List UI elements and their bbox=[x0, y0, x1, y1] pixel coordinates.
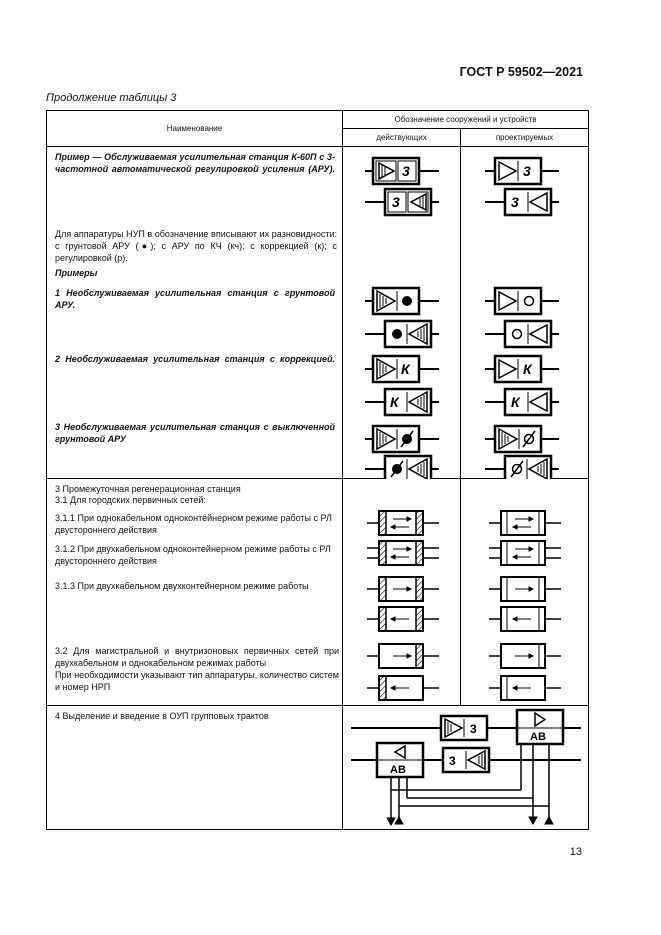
symbols-table bbox=[46, 110, 589, 830]
col-header-planned: проектируемых bbox=[461, 129, 589, 147]
ab-label-lower: АВ bbox=[390, 764, 406, 776]
glyph-k-d: К bbox=[511, 394, 520, 410]
example-serviced-station: Пример — Обслуживаемая усилительная станция К-60П с 3-частотной автоматической регулировкой усиления (АРУ). bbox=[55, 152, 335, 174]
glyph-k-c: К bbox=[523, 361, 532, 377]
glyph-3-lower: 3 bbox=[449, 754, 456, 768]
ab-label-upper: АВ bbox=[530, 731, 546, 743]
nup-note: Для аппаратуры НУП в обозначение вписывают их разновидности: с грунтовой АРУ (●); с АРУ по КЧ (кч); с коррекцией (к); с регулировкой (р). bbox=[55, 229, 337, 263]
glyph-k-b: К bbox=[390, 394, 399, 410]
group-paths-title: 4 Выделение и введение в ОУП групповых трактов bbox=[55, 711, 269, 721]
standard-number: ГОСТ Р 59502—2021 bbox=[459, 65, 583, 79]
item-3-2-note: При необходимости указывают тип аппаратуры, количество систем и номер НРП bbox=[55, 670, 339, 692]
example-3: 3 Необслуживаемая усилительная станция с выключенной грунтовой АРУ bbox=[55, 422, 335, 444]
example-1: 1 Необслуживаемая усилительная станция с грунтовой АРУ. bbox=[55, 288, 335, 310]
examples-heading: Примеры bbox=[55, 268, 98, 278]
regeneration-title: 3 Промежуточная регенерационная станция bbox=[55, 484, 241, 494]
row-group-paths-diagram bbox=[343, 706, 589, 830]
row-regeneration-existing bbox=[343, 479, 461, 706]
example-2: 2 Необслуживаемая усилительная станция с коррекцией. bbox=[55, 354, 335, 364]
col-header-designation: Обозначение сооружений и устройств bbox=[343, 111, 589, 129]
row-regeneration-planned bbox=[461, 479, 589, 706]
row-amplifier-stations-planned bbox=[461, 147, 589, 479]
item-3-2: 3.2 Для магистральной и внутризоновых первичных сетей при двухкабельном и однокабельном режимах работы bbox=[55, 646, 339, 668]
glyph-3-upper: 3 bbox=[470, 722, 477, 736]
col-header-name: Наименование bbox=[47, 111, 343, 147]
amplifier-symbols-existing bbox=[343, 147, 461, 479]
amplifier-symbols-planned bbox=[461, 147, 589, 479]
table-continuation-caption: Продолжение таблицы 3 bbox=[46, 92, 177, 104]
row-group-paths-text bbox=[47, 706, 343, 830]
regeneration-symbols-planned bbox=[461, 479, 589, 706]
item-3-1-2: 3.1.2 При двухкабельном одноконтейнерном режиме работы с РЛ двустороннего действия bbox=[55, 544, 331, 566]
regeneration-symbols-existing bbox=[343, 479, 461, 706]
group-paths-diagram bbox=[343, 706, 589, 830]
page-number: 13 bbox=[569, 846, 582, 858]
row-regeneration-text bbox=[47, 479, 343, 706]
city-networks-subtitle: 3.1 Для городских первичных сетей: bbox=[55, 495, 206, 505]
item-3-1-3: 3.1.3 При двухкабельном двухконтейнерном режиме работы bbox=[55, 581, 309, 591]
row-amplifier-stations-text bbox=[47, 147, 343, 479]
item-3-1-1: 3.1.1 При однокабельном одноконтейнерном режиме работы с РЛ двустороннего действия bbox=[55, 513, 332, 535]
glyph-3-a: 3 bbox=[402, 163, 410, 179]
col-header-existing: действующих bbox=[343, 129, 461, 147]
glyph-3-d: 3 bbox=[511, 194, 519, 210]
row-amplifier-stations-existing bbox=[343, 147, 461, 479]
glyph-3-c: 3 bbox=[523, 163, 531, 179]
glyph-3-b: 3 bbox=[392, 194, 400, 210]
glyph-k-a: К bbox=[401, 361, 410, 377]
